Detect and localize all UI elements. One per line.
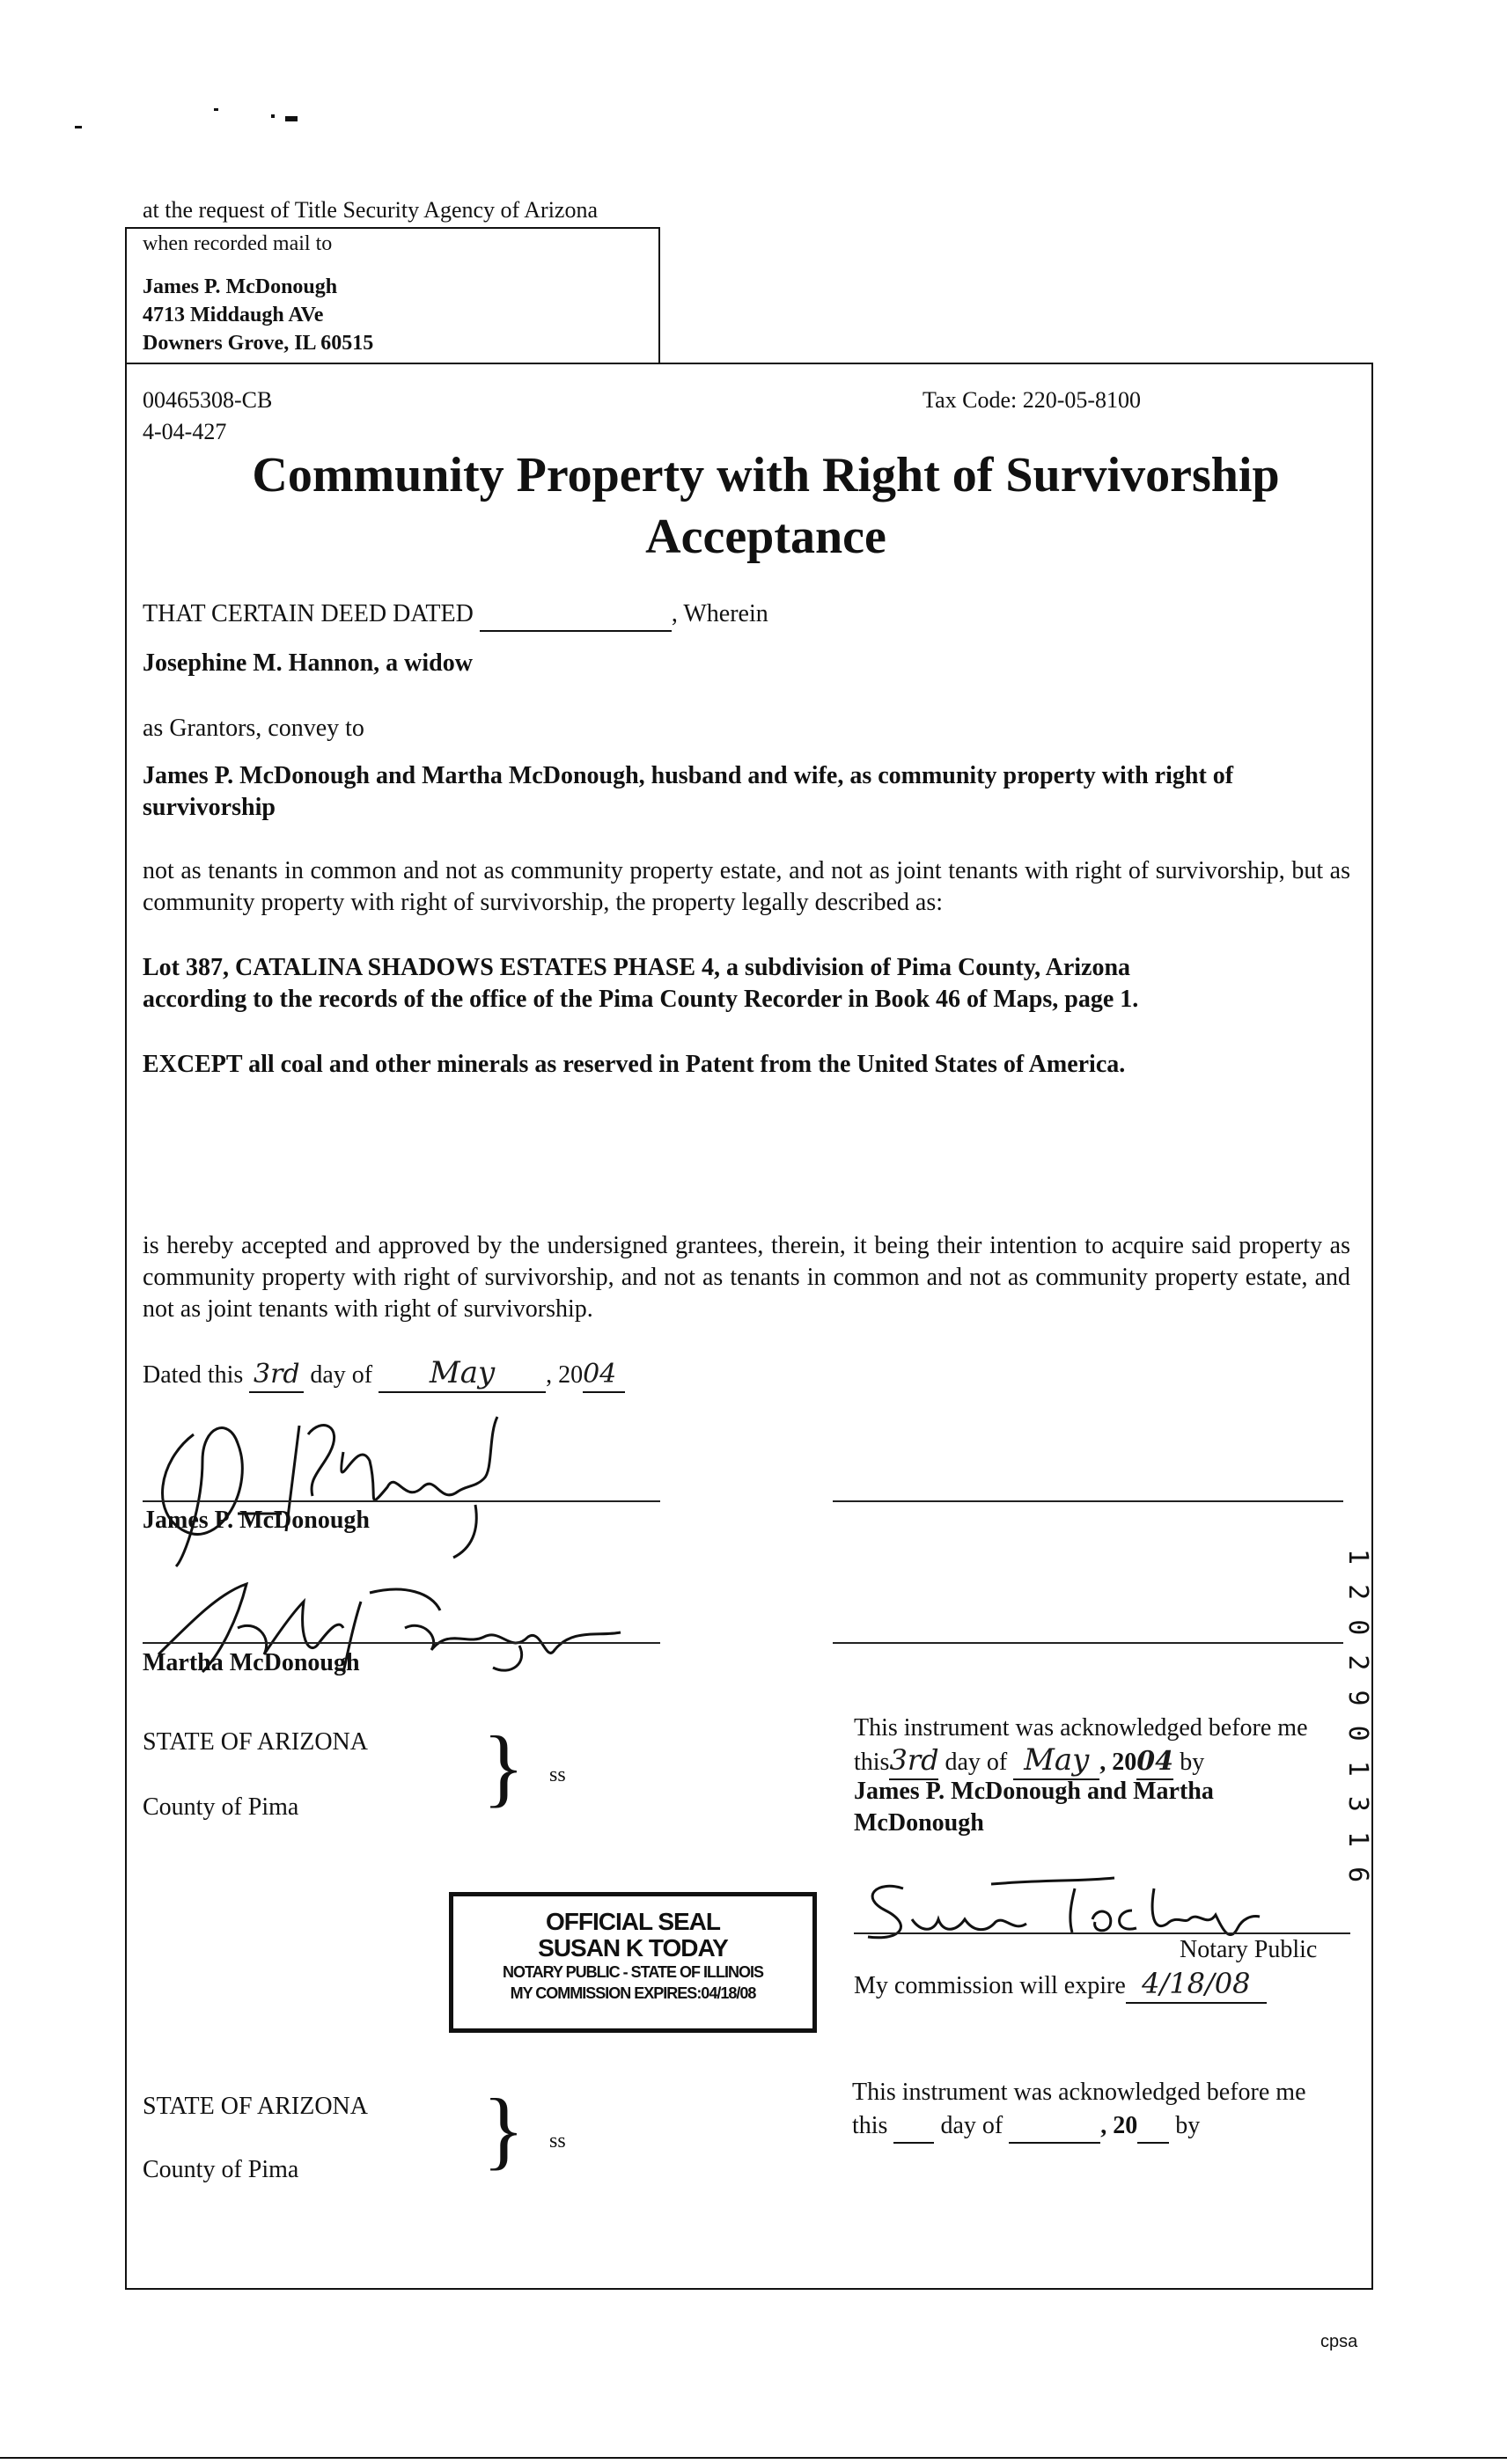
notary2-day-of: day of [940, 2112, 1003, 2139]
notary2-brace: } [482, 2080, 525, 2178]
signature-line-2 [143, 1642, 660, 1644]
notary1-month-handwritten: May [1024, 1742, 1090, 1778]
scan-speck [285, 116, 298, 121]
mail-street: 4713 Middaugh AVe [143, 304, 324, 326]
seal-line-3: NOTARY PUBLIC - STATE OF ILLINOIS [503, 1963, 763, 1981]
notary1-date-line [854, 1744, 1204, 1780]
dated-year-prefix: , 20 [546, 1361, 584, 1389]
seal-line-4: MY COMMISSION EXPIRES:04/18/08 [510, 1984, 756, 2002]
commission-date-handwritten: 4/18/08 [1142, 1967, 1251, 2000]
acceptance-paragraph: is hereby accepted and approved by the undersigned grantees, therein, it being their intention to acquire said property as community property with right of survivorship, and not as tenants in common and not as community property estate, and not as joint tenants with right of survivorship. [143, 1232, 1350, 1323]
file-number: 00465308-CB [143, 387, 273, 413]
dated-day-handwritten: 3rd [253, 1359, 300, 1390]
dated-day-of: day of [310, 1361, 373, 1389]
notary1-year-handwritten: 04 [1136, 1746, 1173, 1777]
mail-name: James P. McDonough [143, 275, 338, 298]
commission-blank [1126, 1968, 1267, 2004]
notary1-by: by [1180, 1749, 1205, 1776]
scan-speck [214, 108, 218, 111]
tenancy-paragraph: not as tenants in common and not as community property estate, and not as joint tenants with right of survivorship, but as community property with right of survivorship, the property legally described as: [143, 857, 1350, 916]
notary2-state: STATE OF ARIZONA [143, 2093, 368, 2120]
scan-speck [271, 114, 275, 118]
signature-james-mcdonough [132, 1382, 519, 1575]
notary1-this: this [854, 1749, 890, 1776]
notary1-county: County of Pima [143, 1793, 299, 1821]
deed-date-blank [480, 598, 672, 632]
tax-code: Tax Code: 220-05-8100 [923, 387, 1142, 413]
deed-dated-line [143, 598, 768, 632]
wherein-text: , Wherein [671, 600, 768, 627]
commission-label: My commission will expire [854, 1972, 1126, 1999]
parcel-number: 4-04-427 [143, 419, 227, 444]
notary2-ss: ss [549, 2130, 566, 2152]
grantees-line-2: survivorship [143, 794, 276, 821]
signature-line-4 [833, 1642, 1343, 1644]
signature-line-3 [833, 1500, 1343, 1502]
scan-speck [75, 126, 82, 128]
legal-description-line-1: Lot 387, CATALINA SHADOWS ESTATES PHASE 4, a subdivision of Pima County, Arizona [143, 954, 1131, 981]
notary2-year-prefix: , 20 [1100, 2112, 1138, 2139]
commission-line [854, 1968, 1267, 2004]
notary-public-label: Notary Public [1180, 1936, 1318, 1963]
official-notary-seal [449, 1892, 817, 2033]
page-bottom-edge [0, 2457, 1507, 2459]
signer-1-name: James P. McDonough [143, 1507, 370, 1534]
as-grantors-text: as Grantors, convey to [143, 715, 364, 742]
grantor-name: Josephine M. Hannon, a widow [143, 649, 473, 677]
notary1-ss: ss [549, 1764, 566, 1786]
request-line: at the request of Title Security Agency of Arizona [143, 197, 599, 223]
dated-year-blank [583, 1359, 625, 1393]
mail-label: when recorded mail to [143, 232, 333, 255]
notary2-this: this [852, 2112, 888, 2139]
notary1-names-line-1: James P. McDonough and Martha [854, 1778, 1214, 1805]
notary1-day-handwritten: 3rd [889, 1743, 939, 1777]
mineral-exception: EXCEPT all coal and other minerals as reserved in Patent from the United States of America. [143, 1051, 1126, 1078]
notary2-date-line [852, 2110, 1200, 2144]
mail-city: Downers Grove, IL 60515 [143, 332, 374, 355]
notary1-brace: } [482, 1718, 525, 1815]
notary1-year-prefix: , 20 [1099, 1749, 1137, 1776]
notary2-ack-line: This instrument was acknowledged before me [852, 2079, 1306, 2106]
notary2-county: County of Pima [143, 2156, 299, 2183]
dated-month-handwritten: May [429, 1355, 496, 1390]
dated-prefix: Dated this [143, 1361, 244, 1389]
dated-year-handwritten: 04 [583, 1359, 617, 1390]
notary2-day-blank [893, 2110, 934, 2144]
notary2-by: by [1175, 2112, 1201, 2139]
notary2-month-blank [1009, 2110, 1100, 2144]
notary2-year-blank [1137, 2110, 1169, 2144]
legal-description-line-2: according to the records of the office of the Pima County Recorder in Book 46 of Maps, page 1. [143, 986, 1139, 1013]
grantees-line-1: James P. McDonough and Martha McDonough, husband and wife, as community property with right of [143, 762, 1234, 789]
signer-2-name: Martha McDonough [143, 1649, 360, 1676]
document-subtitle: Acceptance [645, 510, 886, 564]
deed-dated-label: THAT CERTAIN DEED DATED [143, 600, 474, 627]
notary1-day-blank [889, 1744, 938, 1780]
notary1-ack-line: This instrument was acknowledged before me [854, 1714, 1308, 1742]
signature-line-1 [143, 1500, 660, 1502]
notary1-day-of: day of [945, 1749, 1008, 1776]
seal-line-2: SUSAN K TODAY [538, 1934, 728, 1962]
document-title: Community Property with Right of Survivorship [252, 448, 1280, 502]
footer-code: cpsa [1320, 2332, 1358, 2351]
notary1-state: STATE OF ARIZONA [143, 1728, 368, 1756]
seal-line-1: OFFICIAL SEAL [545, 1908, 721, 1935]
notary1-month-blank [1013, 1744, 1099, 1780]
notary1-names-line-2: McDonough [854, 1809, 984, 1837]
recording-number-stamp: 1 2 0 2 9 0 1 3 1 6 [1342, 1549, 1373, 1885]
